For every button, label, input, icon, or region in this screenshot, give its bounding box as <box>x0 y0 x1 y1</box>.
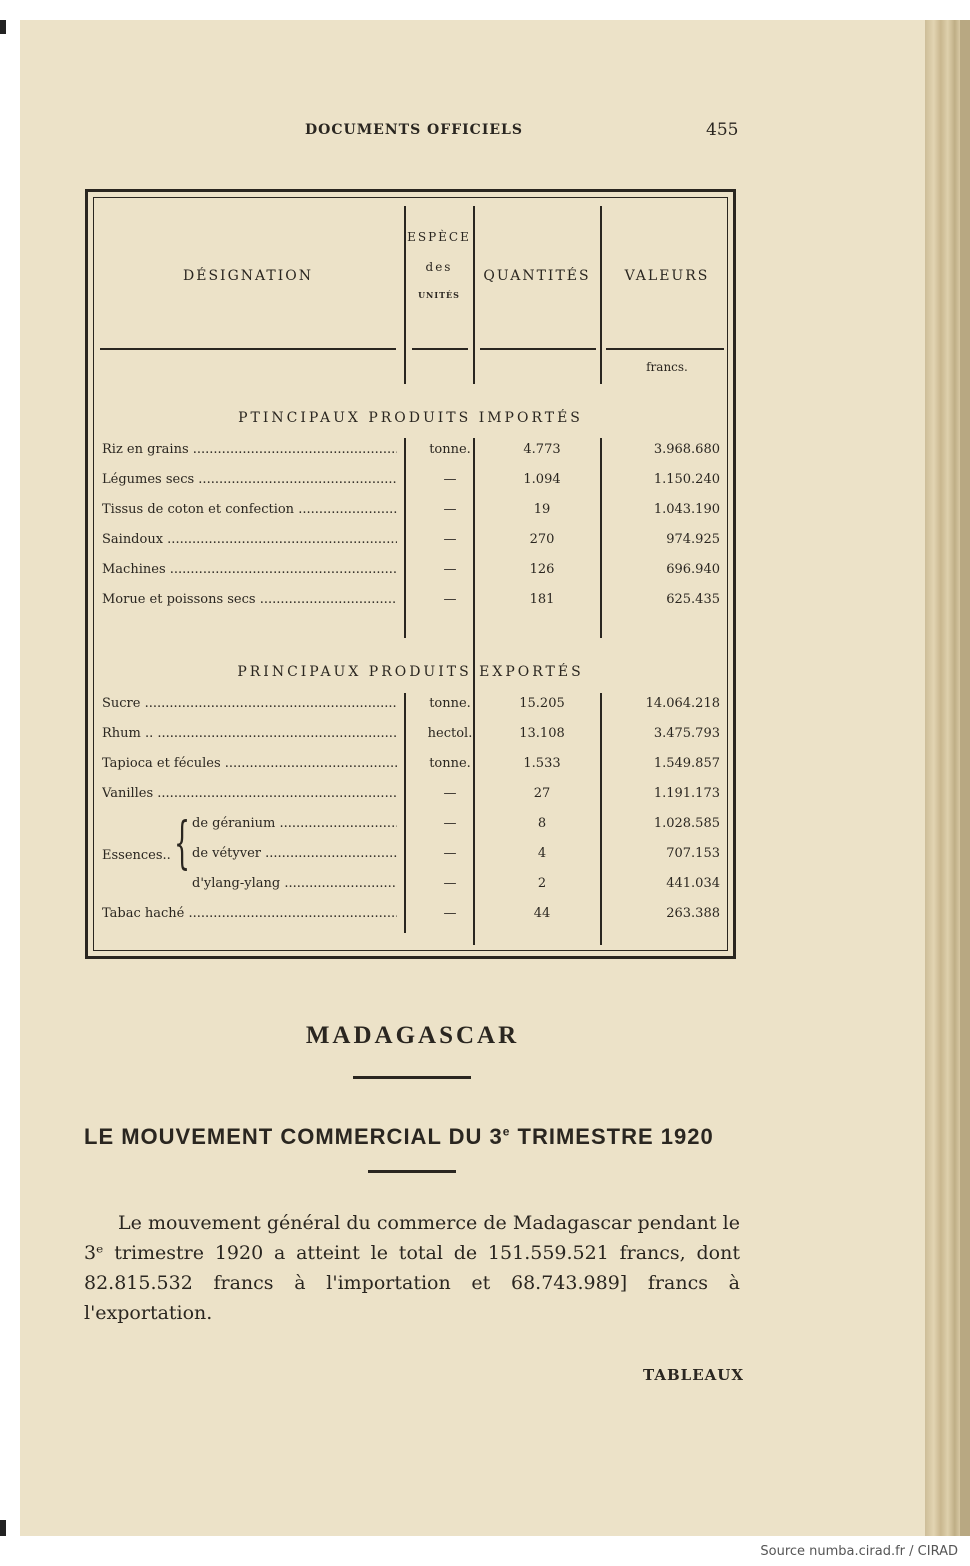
value-cell: 441.034 <box>666 876 720 891</box>
page-edge-dark <box>960 20 970 1536</box>
unit-cell: — <box>443 846 457 861</box>
quantity-cell: 2 <box>537 876 547 891</box>
header-espece-des: des <box>425 260 453 274</box>
exports-title: PRINCIPAUX PRODUITS EXPORTÉS <box>237 664 584 680</box>
designation-cell: Rhum .. ..... <box>102 726 397 741</box>
scan-marker-top <box>0 20 6 34</box>
table-inner-border <box>93 197 728 951</box>
next-page-word: TABLEAUX <box>643 1366 744 1384</box>
essences-label: Essences.. <box>102 848 171 863</box>
value-cell: 3.475.793 <box>653 726 720 741</box>
quantity-cell: 44 <box>533 906 551 921</box>
running-title: DOCUMENTS OFFICIELS <box>305 122 523 138</box>
table-row <box>102 562 732 584</box>
value-cell: 1.191.173 <box>653 786 720 801</box>
unit-cell: — <box>443 816 457 831</box>
article-subtitle <box>84 1124 714 1150</box>
table-row <box>102 816 732 838</box>
unit-cell: — <box>443 562 457 577</box>
currency-label: francs. <box>646 360 688 374</box>
value-cell: 1.028.585 <box>653 816 720 831</box>
table-row <box>102 876 732 898</box>
col-rule <box>473 206 475 384</box>
imports-title: PTINCIPAUX PRODUITS IMPORTÉS <box>238 410 583 426</box>
trade-table <box>85 189 736 959</box>
header-quantites: QUANTITÉS <box>483 268 591 284</box>
quantity-cell: 181 <box>529 592 555 607</box>
subtitle-rule <box>368 1170 456 1173</box>
table-row <box>102 756 732 778</box>
unit-cell: tonne. <box>429 696 471 711</box>
table-row <box>102 906 732 928</box>
article-title: MADAGASCAR <box>305 1022 520 1049</box>
table-row <box>102 696 732 718</box>
designation-cell: de vétyver ..... <box>192 846 397 861</box>
quantity-cell: 4.773 <box>523 442 561 457</box>
designation-cell: d'ylang-ylang ..... <box>192 876 397 891</box>
value-cell: 625.435 <box>666 592 720 607</box>
source-credit: Source numba.cirad.fr / CIRAD <box>760 1544 958 1559</box>
quantity-cell: 19 <box>533 502 551 517</box>
unit-cell: — <box>443 786 457 801</box>
col-rule <box>600 206 602 384</box>
table-row <box>102 442 732 464</box>
scan-marker-bottom <box>0 1520 6 1536</box>
table-row <box>102 846 732 868</box>
value-cell: 263.388 <box>666 906 720 921</box>
header-rule <box>606 348 724 350</box>
quantity-cell: 15.205 <box>519 696 565 711</box>
unit-cell: hectol. <box>427 726 473 741</box>
value-cell: 707.153 <box>666 846 720 861</box>
quantity-cell: 13.108 <box>519 726 565 741</box>
title-rule <box>353 1076 471 1079</box>
quantity-cell: 1.094 <box>523 472 561 487</box>
page-edge <box>925 20 960 1536</box>
value-cell: 696.940 <box>666 562 720 577</box>
table-row <box>102 472 732 494</box>
designation-cell: Machines ..... <box>102 562 397 577</box>
quantity-cell: 27 <box>533 786 551 801</box>
quantity-cell: 4 <box>537 846 547 861</box>
unit-cell: — <box>443 592 457 607</box>
table-row <box>102 786 732 808</box>
unit-cell: tonne. <box>429 756 471 771</box>
designation-cell: Riz en grains ..... <box>102 442 397 457</box>
unit-cell: — <box>443 472 457 487</box>
designation-cell: Sucre ..... <box>102 696 397 711</box>
table-row <box>102 502 732 524</box>
quantity-cell: 270 <box>529 532 555 547</box>
designation-cell: Tabac haché ..... <box>102 906 397 921</box>
value-cell: 1.150.240 <box>653 472 720 487</box>
value-cell: 3.968.680 <box>653 442 720 457</box>
subtitle-end: TRIMESTRE 1920 <box>510 1124 714 1149</box>
quantity-cell: 1.533 <box>523 756 561 771</box>
subtitle-text: LE MOUVEMENT COMMERCIAL DU 3 <box>84 1124 503 1149</box>
header-rule <box>100 348 396 350</box>
table-row <box>102 726 732 748</box>
unit-cell: — <box>443 502 457 517</box>
designation-cell: Morue et poissons secs ..... <box>102 592 397 607</box>
value-cell: 974.925 <box>666 532 720 547</box>
header-rule <box>480 348 596 350</box>
header-espece: ESPÈCE <box>407 230 471 244</box>
header-espece-unites: UNITÉS <box>418 290 460 300</box>
designation-cell: de géranium ..... <box>192 816 397 831</box>
header-designation: DÉSIGNATION <box>183 268 313 284</box>
unit-cell: — <box>443 532 457 547</box>
designation-cell: Saindoux ..... <box>102 532 397 547</box>
designation-cell: Tissus de coton et confection ..... <box>102 502 397 517</box>
page-number: 455 <box>706 120 739 140</box>
article-paragraph: Le mouvement général du commerce de Madagascar pendant le 3ᵉ trimestre 1920 a atteint le total de 151.559.521 francs, dont 82.815.532 francs à l'importation et 68.743.989] francs à l'exportation. <box>84 1212 740 1324</box>
header-valeurs: VALEURS <box>624 268 710 284</box>
designation-cell: Tapioca et fécules ..... <box>102 756 397 771</box>
designation-cell: Légumes secs ..... <box>102 472 397 487</box>
unit-cell: — <box>443 906 457 921</box>
quantity-cell: 126 <box>529 562 555 577</box>
value-cell: 1.043.190 <box>653 502 720 517</box>
header-rule <box>412 348 468 350</box>
unit-cell: — <box>443 876 457 891</box>
table-row <box>102 592 732 614</box>
designation-cell: Vanilles ..... <box>102 786 397 801</box>
table-row <box>102 532 732 554</box>
value-cell: 1.549.857 <box>653 756 720 771</box>
essences-brace: { <box>174 811 191 876</box>
subtitle-sup: e <box>502 1124 511 1139</box>
unit-cell: tonne. <box>429 442 471 457</box>
quantity-cell: 8 <box>537 816 547 831</box>
value-cell: 14.064.218 <box>645 696 720 711</box>
